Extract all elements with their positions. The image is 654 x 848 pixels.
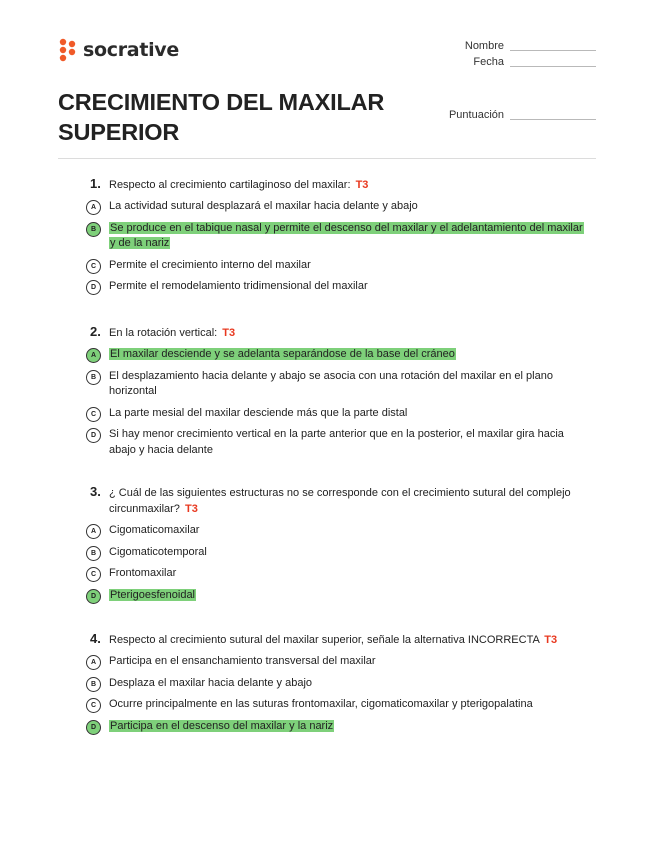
socrative-logo-icon <box>58 38 78 62</box>
option-text: Ocurre principalmente en las suturas frontomaxilar, cigomaticomaxilar y pterigopalatina <box>109 698 533 710</box>
topic-tag: T3 <box>184 503 198 515</box>
option-c[interactable] <box>86 566 586 582</box>
option-text-highlighted: Participa en el descenso del maxilar y la nariz <box>110 719 334 732</box>
option-text: Cigomaticomaxilar <box>109 524 200 536</box>
option-letter-badge: A <box>86 524 101 539</box>
question-header <box>86 632 586 648</box>
question-number: 3. <box>90 484 101 499</box>
option-d[interactable] <box>86 279 586 295</box>
option-letter-badge: D <box>86 428 101 443</box>
question-text: Respecto al crecimiento sutural del maxilar superior, señale la alternativa INCORRECTA <box>109 634 540 646</box>
topic-tag: T3 <box>355 179 369 191</box>
option-letter-badge: A <box>86 655 101 670</box>
question-header <box>86 177 586 193</box>
question-2 <box>86 325 586 458</box>
option-letter-badge: C <box>86 567 101 582</box>
header-divider <box>58 158 596 159</box>
option-letter-badge: B <box>86 677 101 692</box>
option-letter-badge: D <box>86 280 101 295</box>
question-number: 1. <box>90 176 101 191</box>
option-a[interactable] <box>86 654 586 670</box>
option-letter-badge: B <box>86 222 101 237</box>
puntuacion-line <box>510 119 596 120</box>
question-text: ¿ Cuál de las siguientes estructuras no se corresponde con el crecimiento sutural del complejo circunmaxilar? <box>109 487 571 515</box>
nombre-line <box>510 50 596 51</box>
option-c[interactable] <box>86 406 586 422</box>
option-letter-badge: B <box>86 370 101 385</box>
question-1 <box>86 177 586 295</box>
option-letter-badge: C <box>86 698 101 713</box>
option-letter-badge: B <box>86 546 101 561</box>
option-text: El desplazamiento hacia delante y abajo se asocia con una rotación del maxilar en el plano horizontal <box>109 369 553 397</box>
option-b[interactable] <box>86 676 586 692</box>
option-text: Desplaza el maxilar hacia delante y abajo <box>109 676 313 689</box>
option-text: La actividad sutural desplazará el maxilar hacia delante y abajo <box>109 200 418 212</box>
nombre-label: Nombre <box>464 40 504 52</box>
fecha-label: Fecha <box>473 56 504 68</box>
option-text: Permite el remodelamiento tridimensional del maxilar <box>109 280 368 292</box>
puntuacion-label: Puntuación <box>448 109 504 121</box>
question-header <box>86 485 586 517</box>
option-c[interactable] <box>86 258 586 274</box>
option-letter-badge: C <box>86 407 101 422</box>
option-b-correct[interactable] <box>86 221 586 252</box>
question-text: En la rotación vertical: <box>109 327 218 339</box>
question-header <box>86 325 586 341</box>
option-a[interactable] <box>86 523 586 539</box>
question-3 <box>86 485 586 603</box>
question-text: Respecto al crecimiento cartilaginoso del maxilar: <box>109 179 351 191</box>
option-letter-badge: A <box>86 348 101 363</box>
option-text-highlighted: El maxilar desciende y se adelanta separándose de la base del cráneo <box>110 348 455 360</box>
option-d-correct[interactable] <box>86 719 586 735</box>
option-letter-badge: D <box>86 589 101 604</box>
question-number: 2. <box>90 324 101 339</box>
option-d[interactable] <box>86 427 586 458</box>
option-text: Frontomaxilar <box>109 567 177 579</box>
option-text: Permite el crecimiento interno del maxilar <box>109 258 311 271</box>
option-a-correct[interactable] <box>86 347 586 363</box>
option-a[interactable] <box>86 199 586 215</box>
option-b[interactable] <box>86 369 586 400</box>
option-b[interactable] <box>86 545 586 561</box>
topic-tag: T3 <box>544 634 558 646</box>
option-d-correct[interactable] <box>86 588 586 604</box>
question-number: 4. <box>90 631 101 646</box>
option-letter-badge: D <box>86 720 101 735</box>
option-text-highlighted: Se produce en el tabique nasal y permite el descenso del maxilar y el adelantamiento del maxilar y de la nariz <box>110 221 583 249</box>
socrative-logo <box>58 38 179 62</box>
question-4 <box>86 632 586 734</box>
option-letter-badge: A <box>86 200 101 215</box>
option-text: Si hay menor crecimiento vertical en la parte anterior que en la posterior, el maxilar gira hacia abajo y hacia delante <box>109 428 564 456</box>
option-letter-badge: C <box>86 259 101 274</box>
page-title: CRECIMIENTO DEL MAXILAR SUPERIOR <box>58 89 385 145</box>
fecha-line <box>510 66 596 67</box>
option-text: Participa en el ensanchamiento transversal del maxilar <box>109 655 376 667</box>
option-c[interactable] <box>86 697 586 713</box>
option-text: La parte mesial del maxilar desciende más que la parte distal <box>109 406 408 419</box>
option-text-highlighted: Pterigoesfenoidal <box>110 588 196 601</box>
brand-name: socrative <box>83 39 179 61</box>
topic-tag: T3 <box>222 327 236 339</box>
option-text: Cigomaticotemporal <box>109 545 207 558</box>
